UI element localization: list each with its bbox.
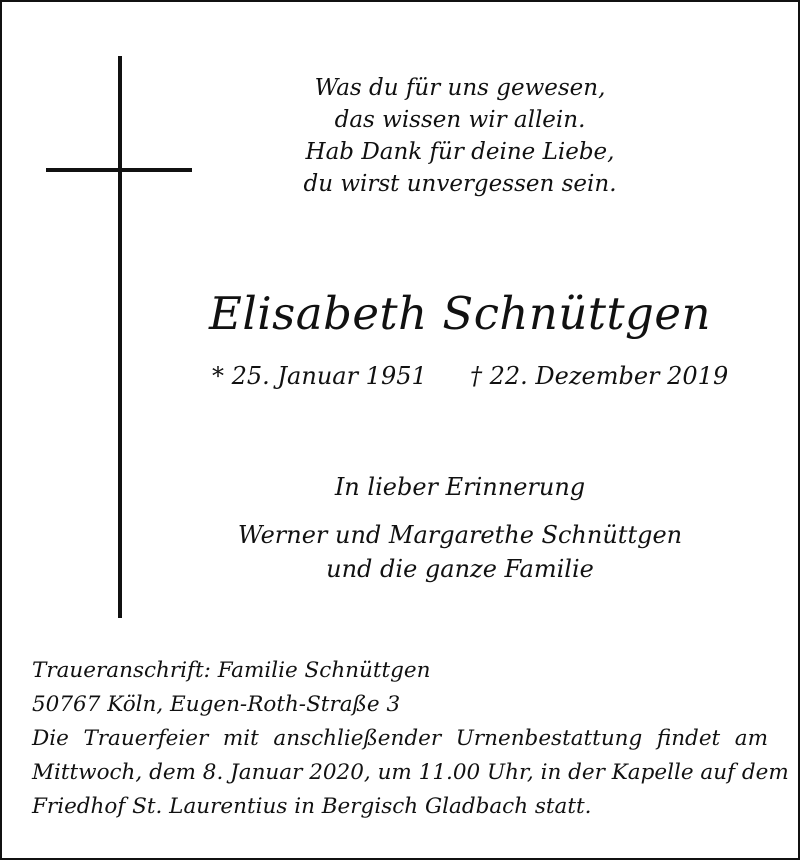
deceased-name: Elisabeth Schnüttgen [209,287,711,340]
poem-line: du wirst unvergessen sein. [303,171,617,197]
cross-vertical-bar [118,56,122,618]
mourner-line: Werner und Margarethe Schnüttgen [237,521,683,549]
memorial-poem [240,72,680,200]
poem-line: das wissen wir allein. [334,107,586,133]
service-line: Friedhof St. Laurentius in Bergisch Gladbach statt. [32,794,592,819]
cross-horizontal-bar [46,168,192,172]
footer-info [32,654,789,824]
mourning-address: 50767 Köln, Eugen-Roth-Straße 3 [32,692,401,717]
service-line: Mittwoch, dem 8. Januar 2020, um 11.00 Uhr, in der Kapelle auf dem [32,760,789,785]
service-line: Die Trauerfeier mit anschließender Urnenbestattung findet am [32,726,768,751]
mourner-line: und die ganze Familie [326,555,594,583]
mourning-address-label: Traueranschrift: Familie Schnüttgen [32,658,431,683]
birth-date: * 25. Januar 1951 [212,362,427,390]
death-date: † 22. Dezember 2019 [470,362,729,390]
poem-line: Hab Dank für deine Liebe, [305,139,615,165]
funeral-service-details [32,722,789,824]
mourners [210,518,710,586]
poem-line: Was du für uns gewesen, [314,75,606,101]
remembrance-phrase: In lieber Erinnerung [334,473,586,501]
